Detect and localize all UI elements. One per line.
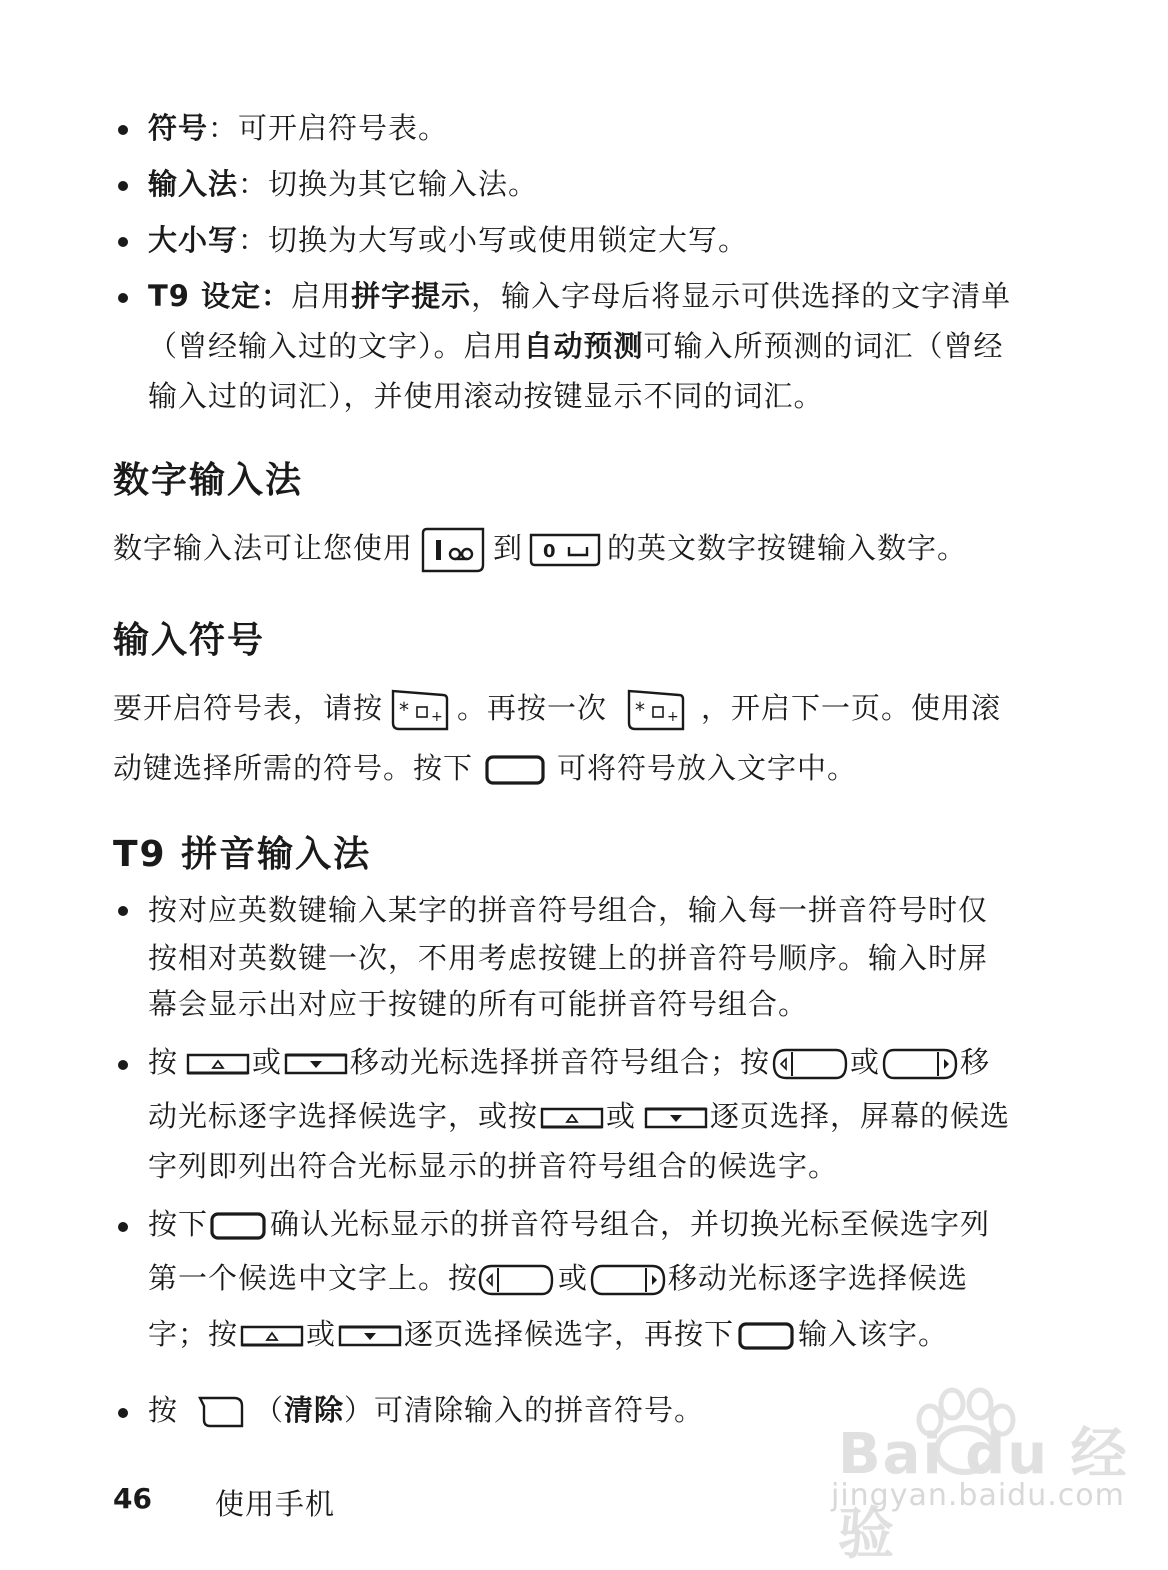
center-key-icon xyxy=(485,755,545,785)
right-key-icon xyxy=(882,1048,958,1080)
pinyin-b3-line3: 字；按 或 逐页选择候选字，再按下 输入该字。 xyxy=(148,1317,949,1351)
page-number: 46 xyxy=(113,1482,152,1515)
svg-text:*: * xyxy=(399,698,411,722)
bullet-dot xyxy=(118,237,128,247)
heading-t9-pinyin: T9 拼音输入法 xyxy=(113,834,372,875)
star-key-icon xyxy=(625,689,687,731)
bullet-t9-setting-line1: T9 设定：启用拼字提示，输入字母后将显示可供选择的文字清单 xyxy=(148,279,1012,313)
bullet-input-method: 输入法：切换为其它输入法。 xyxy=(148,167,539,201)
bullet-dot xyxy=(118,1408,128,1418)
bullet-case: 大小写：切换为大写或小写或使用锁定大写。 xyxy=(148,223,749,257)
left-key-icon xyxy=(478,1264,554,1296)
svg-text:*: * xyxy=(635,698,647,722)
bullet-dot xyxy=(118,181,128,191)
pinyin-b2-line3: 字列即列出符合光标显示的拼音符号组合的候选字。 xyxy=(148,1149,839,1183)
heading-numeric: 数字输入法 xyxy=(113,460,304,501)
pinyin-b1-line1: 按对应英数键输入某字的拼音符号组合，输入每一拼音符号时仅 xyxy=(148,893,989,927)
bullet-t9-setting-line2: （曾经输入过的文字）。启用自动预测可输入所预测的词汇（曾经 xyxy=(148,329,1004,363)
center-key-icon xyxy=(210,1212,266,1240)
bullet-t9-setting-line3: 输入过的词汇），并使用滚动按键显示不同的词汇。 xyxy=(148,379,824,413)
symbols-text-line1: 要开启符号表，请按 * + 。再按一次 * + ，开启下一页。使用滚 xyxy=(113,682,1001,734)
clear-key-icon xyxy=(198,1396,244,1428)
center-key-icon xyxy=(738,1322,794,1350)
pinyin-b2-line1: 按 或 移动光标选择拼音符号组合；按 或 移 xyxy=(148,1045,991,1079)
pinyin-b1-line3: 幕会显示出对应于按键的所有可能拼音符号组合。 xyxy=(148,987,809,1021)
bullet-symbols: 符号：可开启符号表。 xyxy=(148,111,449,145)
right-key-icon xyxy=(590,1264,666,1296)
bullet-dot xyxy=(118,1222,128,1232)
footer-section: 使用手机 xyxy=(215,1487,336,1521)
bullet-dot xyxy=(118,293,128,303)
svg-text:0: 0 xyxy=(543,541,557,562)
svg-text:+: + xyxy=(667,709,680,725)
left-key-icon xyxy=(772,1048,848,1080)
pinyin-b3-line2: 第一个候选中文字上。按 或 移动光标逐字选择候选 xyxy=(148,1261,969,1295)
watermark-url: jingyan.baidu.com xyxy=(831,1478,1125,1513)
up-key-icon xyxy=(240,1325,304,1347)
star-key-icon xyxy=(389,689,451,731)
up-key-icon xyxy=(540,1107,604,1129)
pinyin-b3-line1: 按下 确认光标显示的拼音符号组合，并切换光标至候选字列 xyxy=(148,1207,991,1241)
heading-symbols: 输入符号 xyxy=(113,620,266,661)
down-key-icon xyxy=(284,1053,348,1075)
bullet-dot xyxy=(118,1060,128,1070)
numeric-text: 数字输入法可让您使用 到 0 的英文数字按键输入数字。 xyxy=(113,522,967,574)
pinyin-b1-line2: 按相对英数键一次，不用考虑按键上的拼音符号顺序。输入时屏 xyxy=(148,941,989,975)
bullet-dot xyxy=(118,125,128,135)
key-0-icon xyxy=(529,533,601,567)
pinyin-b2-line2: 动光标逐字选择候选字，或按 或 逐页选择，屏幕的候选 xyxy=(148,1099,1011,1133)
up-key-icon xyxy=(186,1053,250,1075)
down-key-icon xyxy=(338,1325,402,1347)
bullet-dot xyxy=(118,906,128,916)
down-key-icon xyxy=(644,1107,708,1129)
watermark-logo: Bai du 经验 xyxy=(838,1422,1129,1567)
symbols-text-line2: 动键选择所需的符号。按下 可将符号放入文字中。 xyxy=(113,751,858,785)
key-1-icon xyxy=(419,527,487,573)
pinyin-b4: 按 （清除）可清除输入的拼音符号。 xyxy=(148,1393,705,1427)
svg-text:+: + xyxy=(431,709,444,725)
